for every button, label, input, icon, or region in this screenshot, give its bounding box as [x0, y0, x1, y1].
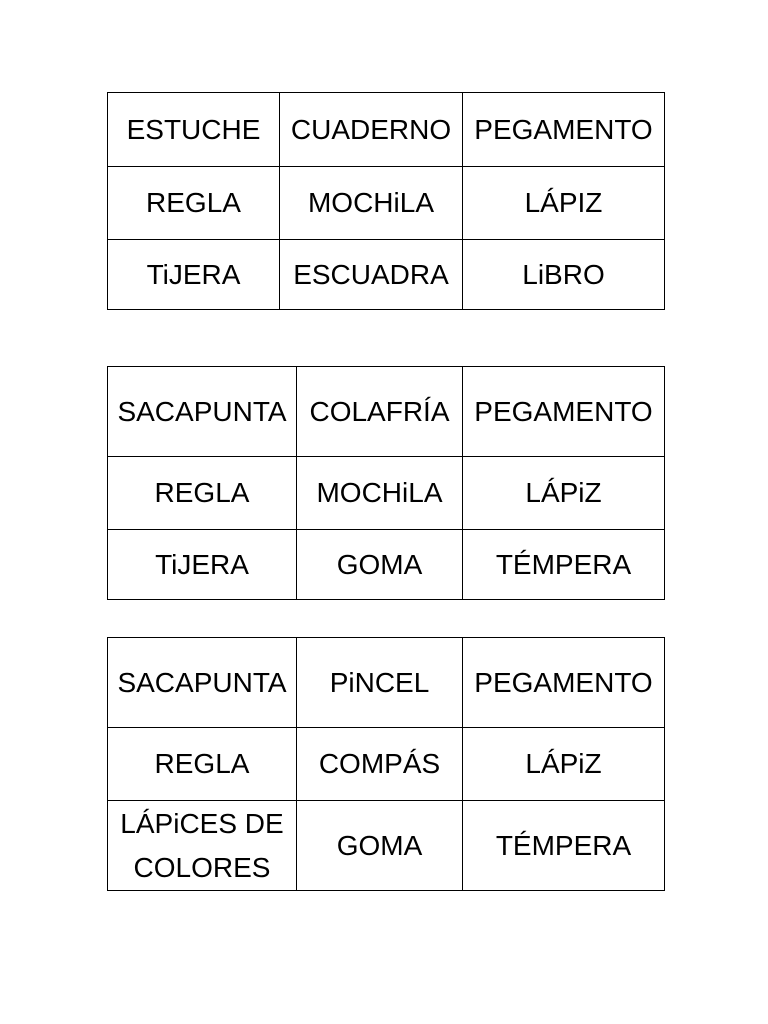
word-cell: COMPÁS: [297, 728, 463, 801]
table-row: [108, 367, 665, 457]
word-cell: COLAFRÍA: [297, 367, 463, 457]
bingo-card-2: [107, 366, 665, 600]
word-cell: CUADERNO: [280, 93, 463, 167]
word-cell: LÁPiCES DE COLORES: [108, 801, 297, 891]
table-row: [108, 93, 665, 167]
word-cell: TÉMPERA: [463, 801, 665, 891]
word-cell: GOMA: [297, 530, 463, 600]
word-cell: SACAPUNTA: [108, 638, 297, 728]
word-cell: MOCHiLA: [297, 457, 463, 530]
word-cell: LÁPIZ: [463, 167, 665, 240]
bingo-card-3: [107, 637, 665, 891]
word-cell: REGLA: [108, 167, 280, 240]
word-cell: PEGAMENTO: [463, 93, 665, 167]
table-row: [108, 457, 665, 530]
word-cell: ESTUCHE: [108, 93, 280, 167]
table-row: [108, 167, 665, 240]
word-cell: LÁPiZ: [463, 728, 665, 801]
word-cell: PiNCEL: [297, 638, 463, 728]
word-cell: PEGAMENTO: [463, 367, 665, 457]
word-cell: PEGAMENTO: [463, 638, 665, 728]
word-cell: REGLA: [108, 457, 297, 530]
word-cell: LÁPiZ: [463, 457, 665, 530]
word-cell: LiBRO: [463, 240, 665, 310]
word-cell: TÉMPERA: [463, 530, 665, 600]
word-cell: TiJERA: [108, 530, 297, 600]
bingo-card-1: [107, 92, 665, 310]
word-cell: TiJERA: [108, 240, 280, 310]
table-row: [108, 801, 665, 891]
word-cell: REGLA: [108, 728, 297, 801]
word-cell: ESCUADRA: [280, 240, 463, 310]
word-cell: SACAPUNTA: [108, 367, 297, 457]
table-row: [108, 638, 665, 728]
table-row: [108, 530, 665, 600]
table-row: [108, 240, 665, 310]
word-cell: GOMA: [297, 801, 463, 891]
table-row: [108, 728, 665, 801]
word-cell: MOCHiLA: [280, 167, 463, 240]
